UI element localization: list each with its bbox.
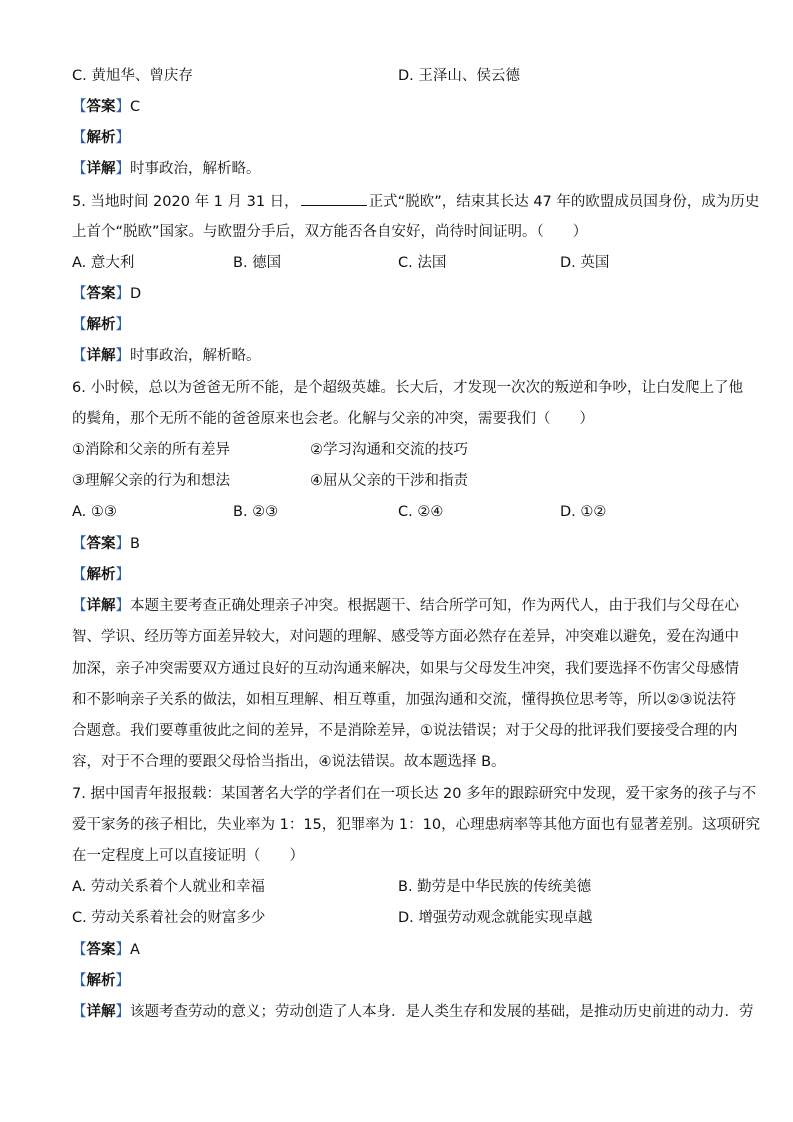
answer-label: 答案 <box>86 99 116 115</box>
q7-option-b: B. 勤劳是中华民族的传统美德 <box>398 879 592 895</box>
analysis-label: 解析 <box>86 130 116 146</box>
q5-stem-part2: 正式“脱欧”，结束其长达 47 年的欧盟成员国身份，成为历史 <box>368 194 760 210</box>
q4-detail: 【详解】时事政治，解析略。 <box>72 161 261 177</box>
answer-value: A <box>130 942 140 958</box>
answer-label: 答案 <box>86 286 116 302</box>
q5-option-b: B. 德国 <box>233 255 282 271</box>
q5-detail: 【详解】时事政治，解析略。 <box>72 348 261 364</box>
fill-blank <box>301 191 367 206</box>
q6-analysis: 【解析】 <box>72 567 130 583</box>
q6-option-b: B. ②③ <box>233 504 279 520</box>
q5-stem-line2: 上首个“脱欧”国家。与欧盟分手后，双方能否各自安好，尚待时间证明。（ ） <box>72 224 588 240</box>
q5-option-d: D. 英国 <box>560 255 610 271</box>
q7-stem-line3: 在一定程度上可以直接证明（ ） <box>72 848 304 864</box>
answer-value: B <box>130 536 140 552</box>
q4-answer: 【答案】C <box>72 99 141 115</box>
q5-stem-part1: 5. 当地时间 2020 年 1 月 31 日， <box>72 194 299 210</box>
answer-label: 答案 <box>86 942 116 958</box>
q7-analysis: 【解析】 <box>72 973 130 989</box>
answer-value: C <box>130 99 141 115</box>
q6-item-1: ①消除和父亲的所有差异 <box>72 442 230 458</box>
q4-analysis: 【解析】 <box>72 130 130 146</box>
analysis-label: 解析 <box>86 317 116 333</box>
q6-detail-line2: 智、学识、经历等方面差异较大，对问题的理解、感受等方面必然存在差异，冲突难以避免，爱在沟通中 <box>72 629 739 645</box>
detail-text: 时事政治，解析略。 <box>130 348 261 364</box>
q7-stem-line2: 爱干家务的孩子相比，失业率为 1：15，犯罪率为 1：10，心理患病率等其他方面也有显著差别。这项研究 <box>72 817 761 833</box>
q7-detail: 【详解】该题考查劳动的意义；劳动创造了人本身．是人类生存和发展的基础，是推动历史前进的动力．劳 <box>72 1004 754 1020</box>
q7-option-d: D. 增强劳动观念就能实现卓越 <box>398 910 593 926</box>
q6-answer: 【答案】B <box>72 536 140 552</box>
answer-label: 答案 <box>86 536 116 552</box>
detail-label: 详解 <box>86 161 116 177</box>
q6-stem-line2: 的鬓角，那个无所不能的爸爸原来也会老。化解与父亲的冲突，需要我们（ ） <box>72 411 594 427</box>
q7-stem-line1: 7. 据中国青年报报载：某国著名大学的学者们在一项长达 20 多年的跟踪研究中发现，爱干家务的孩子与不 <box>72 786 757 802</box>
analysis-label: 解析 <box>86 973 116 989</box>
q6-detail-line1: 【详解】本题主要考查正确处理亲子冲突。根据题干、结合所学可知，作为两代人，由于我们与父母在心 <box>72 598 739 614</box>
detail-text: 该题考查劳动的意义；劳动创造了人本身．是人类生存和发展的基础，是推动历史前进的动力．劳 <box>130 1004 754 1020</box>
q6-detail-line6: 容，对于不合理的要跟父母恰当指出，④说法错误。故本题选择 B。 <box>72 754 506 770</box>
q5-stem-line1 <box>72 191 760 212</box>
q7-option-c: C. 劳动关系着社会的财富多少 <box>72 910 266 926</box>
q6-detail-line3: 加深，亲子冲突需要双方通过良好的互动沟通来解决，如果与父母发生冲突，我们要选择不伤害父母感情 <box>72 661 739 677</box>
q6-option-d: D. ①② <box>560 504 607 520</box>
q4-option-c: C. 黄旭华、曾庆存 <box>72 68 193 84</box>
detail-label: 详解 <box>86 348 116 364</box>
q6-item-2: ②学习沟通和交流的技巧 <box>310 442 468 458</box>
detail-text: 本题主要考查正确处理亲子冲突。根据题干、结合所学可知，作为两代人，由于我们与父母在心 <box>130 598 739 614</box>
q7-option-a: A. 劳动关系着个人就业和幸福 <box>72 879 265 895</box>
q6-option-a: A. ①③ <box>72 504 117 520</box>
q5-option-c: C. 法国 <box>398 255 447 271</box>
q6-detail-line5: 合题意。我们要尊重彼此之间的差异，不是消除差异，①说法错误；对于父母的批评我们要接受合理的内 <box>72 723 738 739</box>
q7-answer: 【答案】A <box>72 942 140 958</box>
q6-item-3: ③理解父亲的行为和想法 <box>72 473 230 489</box>
answer-value: D <box>130 286 142 302</box>
analysis-label: 解析 <box>86 567 116 583</box>
q5-option-a: A. 意大利 <box>72 255 135 271</box>
q4-option-d: D. 王泽山、侯云德 <box>398 68 520 84</box>
q6-item-4: ④屈从父亲的干涉和指责 <box>310 473 468 489</box>
q6-stem-line1: 6. 小时候，总以为爸爸无所不能，是个超级英雄。长大后，才发现一次次的叛逆和争吵，让白发爬上了他 <box>72 380 743 396</box>
q5-analysis: 【解析】 <box>72 317 130 333</box>
q6-option-c: C. ②④ <box>398 504 444 520</box>
detail-text: 时事政治，解析略。 <box>130 161 261 177</box>
detail-label: 详解 <box>86 598 116 614</box>
q6-detail-line4: 和不影响亲子关系的做法，如相互理解、相互尊重，加强沟通和交流，懂得换位思考等，所以②③说法符 <box>72 692 736 708</box>
q5-answer: 【答案】D <box>72 286 142 302</box>
detail-label: 详解 <box>86 1004 116 1020</box>
